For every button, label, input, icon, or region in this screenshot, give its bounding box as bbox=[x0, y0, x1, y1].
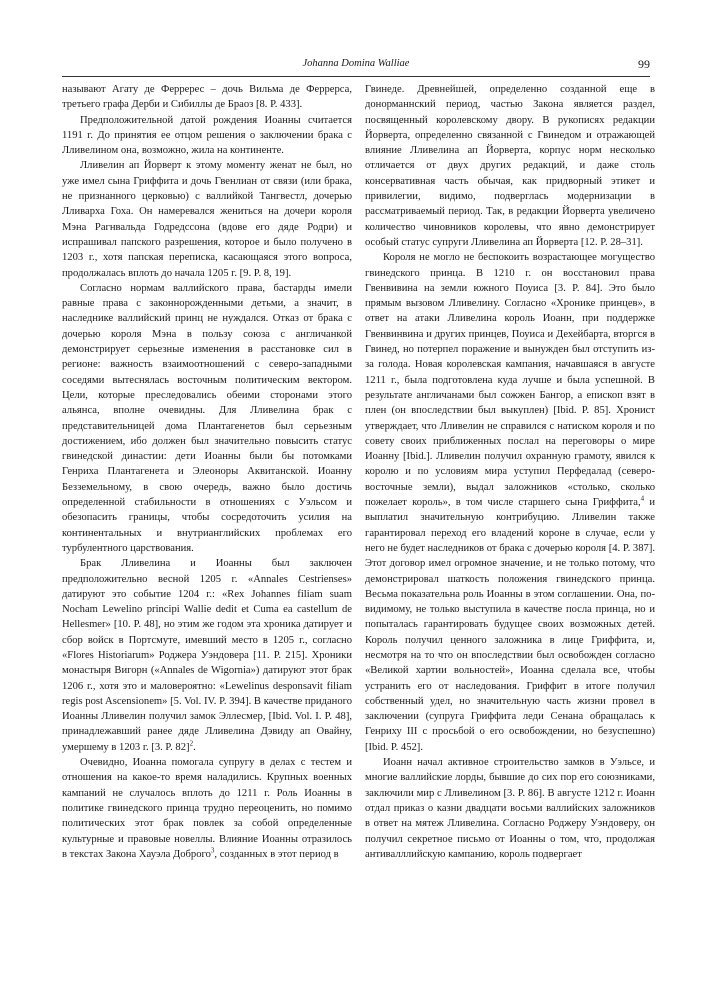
paragraph: Предположительной датой рождения Иоанны считается 1191 г. До принятия ее отцом решения о заключении брака с Лливелином она, возможно, жила на континенте. bbox=[62, 114, 352, 157]
footnote-marker: 3 bbox=[210, 846, 215, 855]
right-text-column bbox=[365, 82, 655, 862]
paragraph: Короля не могло не беспокоить возрастающее могущество гвинедского принца. В 1210 г. он восстановил права Гвенвивина на земли южного Поуиса [3. P. 84]. Это было прямым вызовом Лливелину. Согласно «Хронике принцев», в ответ на атаки Лливелина король Иоанн, при поддержке Гвенвинвина и других принцев, Поуиса и Дехейбарта, вторгся в Гвинед, но потерпел поражение и вынужден был отступить из-за голода. Новая королевская кампания, начавшаяся в августе 1211 г., была подготовлена куда лучше и была успешной. В результате англичанами был сожжен Бангор, а епископ взят в плен (он впоследствии был выкуплен) [Ibid. P. 85]. Хронист утверждает, что Лливелин не справился с натиском короля и по совету своих приближенных послал на переговоры о мире Иоанну [Ibid.]. Лливелин получил охранную грамоту, явился к королю и по условиям мира уступил Перфедалад (северо-восточные земли), выдал заложников «столько, сколько пожелает король», в том числе старшего сына Гриффита,$^4$ и выплатил значительную контрибуцию. Лливелин также гарантировал переход его владений короне в случае, если у него не будет наследников от брака с дочерью короля [4. P. 387]. Этот договор имел огромное значение, и не только потому, что демонстрировал шаткость положения гвинедского принца. Весьма показательна роль Иоанны в этом соглашении. Она, по-видимому, не только выступила в качестве посла принца, но и попыталась гарантировать будущее своих возможных детей. Король получил ценного заложника в лице Гриффита, и, несмотря на то что он впоследствии был освобожден согласно «Великой хартии вольностей», Иоанна сделала все, чтобы устранить его от наследования. Гриффит в итоге получил собственный удел, но значительную часть жизни провел в заключении (супруга Гриффита леди Сенана обращалась к Генриху III с просьбой о его освобождении, но безуспешно) [Ibid. P. 452]. bbox=[365, 252, 655, 753]
footnote-marker: 2 bbox=[189, 739, 194, 748]
paragraph: Лливелин ап Йорверт к этому моменту женат не был, но уже имел сына Гриффита и дочь Гвенлиан от связи (или брака, не признанного церковью) с валлийкой Тангвестл, дочерью Лливарха Гоха. Он намеревался жениться на дочери короля Мэна Рагнвальда Годредссона (вдове его дяде Родри) и испрашивал папского разрешения, которое и было получено в 1203 г., хотя папская переписка, касающаяся этого вопроса, продолжалась вплоть до начала 1205 г. [9. P. 8, 19]. bbox=[62, 160, 352, 279]
paragraph: называют Агату де Ферререс – дочь Вильма де Феррерса, третьего графа Дерби и Сибиллы де Браоз [8. P. 433]. bbox=[62, 84, 352, 111]
left-text-column bbox=[62, 82, 352, 862]
running-title: Johanna Domina Walliae bbox=[302, 58, 410, 69]
paragraph: Согласно нормам валлийского права, бастарды имели равные права с законнорожденными детьми, а значит, в наследнике валлийский принц не нуждался. Отказ от брака с дочерью короля Мэна в пользу союза с англичанкой демонстрирует серьезные изменения в расстановке сил в регионе: важность взаимоотношений с северо-западными соседями вытеснялась восточным политическим вектором. Цели, которые преследовались обеими сторонами этого альянса, вполне очевидны. Для Лливелина брак с представительницей дома Плантагенетов был серьезным достижением, ибо должен был значительно повысить статус гвинедской династии: дети Иоанны были бы потомками Генриха Плантагенета и Элеоноры Аквитанской. Иоанну Безземельному, в свою очередь, важно было достичь определенной стабильности в отношениях с Уэльсом и обезопасить границы, чтобы сосредоточить усилия на континентальных и внутрианглийских проблемах его турбулентного царствования. bbox=[62, 282, 352, 554]
paragraph: Брак Лливелина и Иоанны был заключен предположительно весной 1205 г. «Annales Cestrienses» датируют это событие 1204 г.: «Rex Johannes filiam suam Nocham Lewelino principi Wallie dedit et Cuma ea castellum de Hellesmer» [10. P. 48], но этим же годом эта хроника датирует и сбор войск в Портсмуте, имевший место в 1205 г., согласно «Flores Historiarum» Роджера Уэндовера [11. P. 215]. Хроники монастыря Вигорн («Annales de Wigornia») датируют этот брак 1206 г., хотя это и маловероятно: «Lewelinus desponsavit filiam regis post Ascensionem» [5. Vol. IV. P. 394]. В качестве приданого Иоанны Лливелин получил замок Эллесмер, [Ibid. Vol. I. P. 48], принадлежавший ранее дяде Лливелина Дэвиду ап Овайну, умершему в 1203 г. [3. P. 82]$^2$. bbox=[62, 558, 352, 753]
page-header bbox=[62, 56, 650, 77]
footnote-marker: 4 bbox=[640, 494, 645, 503]
paragraph: Иоанн начал активное строительство замков в Уэльсе, и многие валлийские лорды, бывшие до сих пор его союзниками, заключили мир с Лливелином [3. P. 86]. В августе 1212 г. Иоанн отдал приказ о казни двадцати восьми валлийских заложников в ответ на мятеж Лливелина. Согласно Роджеру Уэндоверу, он получил секретное письмо от Иоанны о том, что, продолжая антивалллийскую кампанию, король подвергает bbox=[365, 757, 655, 860]
paragraph: Очевидно, Иоанна помогала супругу в делах с тестем и отношения на какое-то время наладились. Крупных военных кампаний не случалось вплоть до 1211 г. Роль Иоанны в политике гвинедского принца трудно переоценить, но помимо политических этот брак повлек за собой определенные культурные и правовые новеллы. Влияние Иоанны отразилось в текстах Закона Хауэла Доброго$^3$, созданных в этот период в bbox=[62, 757, 352, 860]
page-number: 99 bbox=[638, 57, 650, 71]
paragraph: Гвинеде. Древнейшей, определенно созданной еще в донорманнский период, частью Закона является раздел, посвященный королевскому двору. В рукописях редакции Йорверта, определенно связанной с Гвинедом и отражающей влияние Лливелина ап Йорверта, корпус норм несколько отличается от двух других редакций, и даже столь консервативная часть обычая, как придворный этикет и привилегии, видимо, подверглась модернизации в рассматриваемый период. Так, в редакции Йорверта увеличено количество чиновников королевы, что явно демонстрирует особый статус супруги Лливелина ап Йорверта [12. P. 28–31]. bbox=[365, 84, 655, 248]
